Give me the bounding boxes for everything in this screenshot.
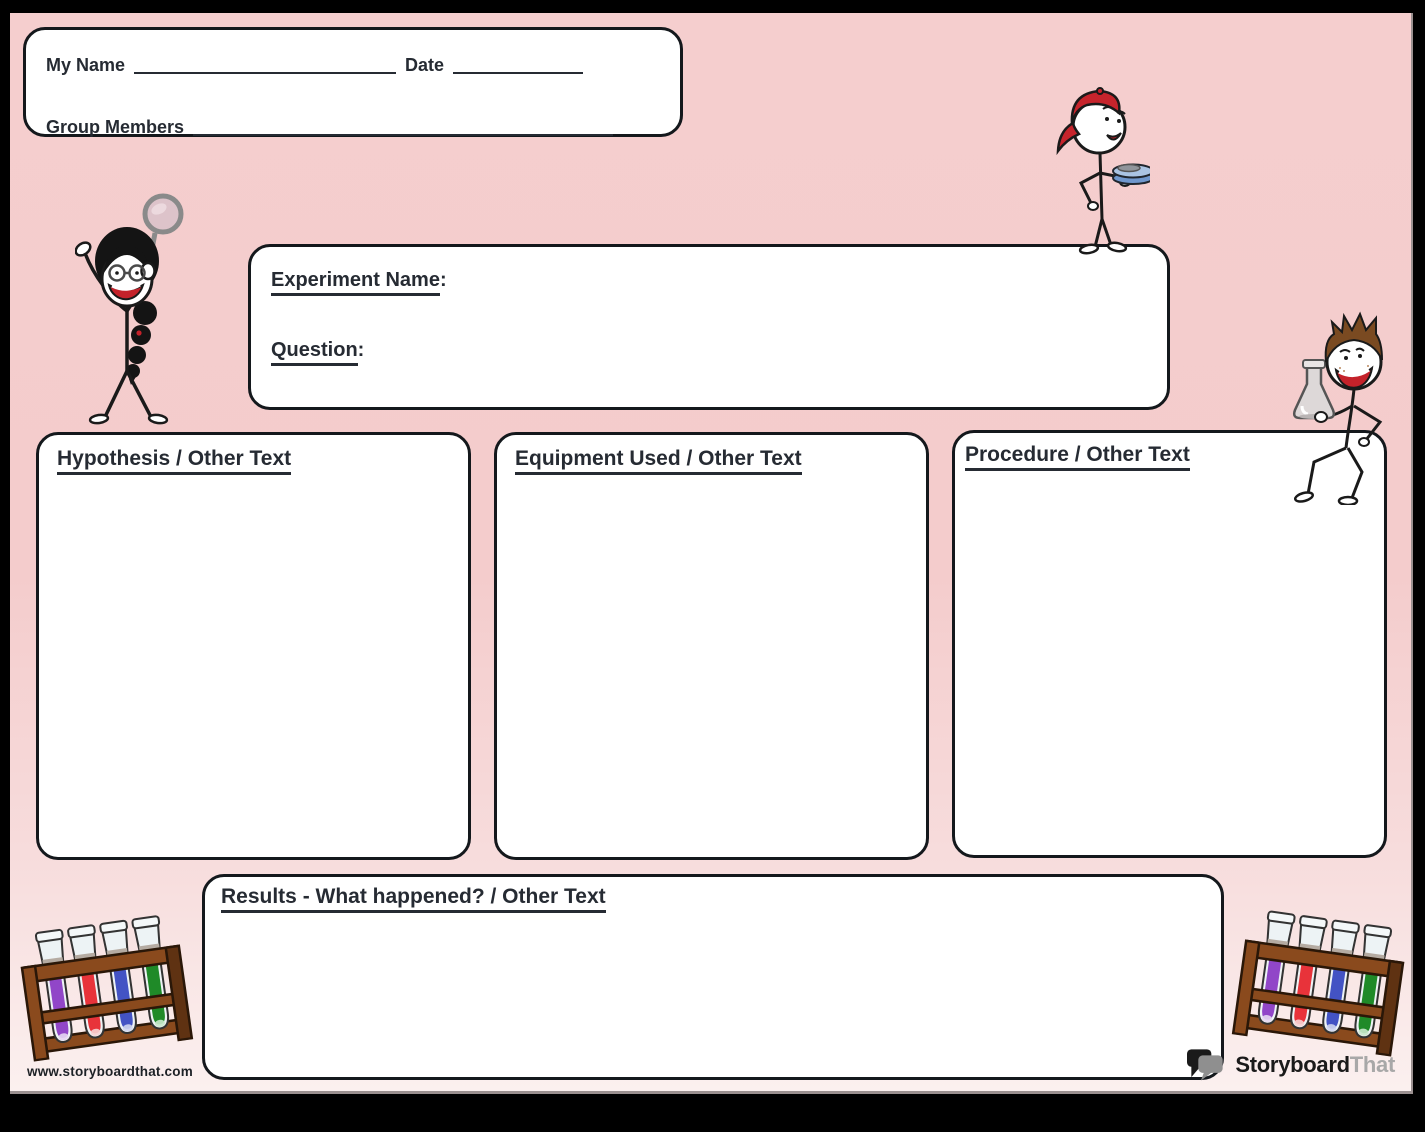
experiment-box[interactable] [248, 244, 1170, 410]
procedure-title: Procedure / Other Text [965, 443, 1190, 471]
question-colon: : [357, 339, 365, 361]
group-members-write-line[interactable] [193, 120, 613, 136]
my-name-label: My Name [46, 55, 126, 75]
speech-bubbles-icon [1187, 1047, 1227, 1083]
test-tube-rack-right-icon [1229, 900, 1412, 1062]
worksheet-page [10, 13, 1413, 1094]
logo-text-that: That [1349, 1051, 1395, 1077]
results-box[interactable] [202, 874, 1224, 1080]
test-tube-rack-left-icon [13, 905, 196, 1067]
group-members-label: Group Members [46, 117, 185, 137]
experiment-name-colon: : [439, 269, 447, 291]
name-date-box [23, 27, 683, 137]
question-label: Question [271, 339, 358, 366]
girl-with-magnifying-glass-icon [75, 183, 195, 428]
website-url[interactable]: www.storyboardthat.com [27, 1064, 193, 1079]
hypothesis-title: Hypothesis / Other Text [57, 447, 291, 475]
boy-with-flask-icon [1290, 310, 1400, 505]
results-title: Results - What happened? / Other Text [221, 885, 606, 913]
storyboardthat-logo[interactable] [1187, 1047, 1395, 1083]
date-write-line[interactable] [453, 58, 583, 74]
logo-text-storyboard: Storyboard [1235, 1051, 1350, 1077]
experiment-name-label: Experiment Name [271, 269, 440, 296]
my-name-write-line[interactable] [134, 58, 396, 74]
date-label: Date [405, 55, 445, 75]
equipment-title: Equipment Used / Other Text [515, 447, 802, 475]
hypothesis-box[interactable] [36, 432, 471, 860]
equipment-box[interactable] [494, 432, 929, 860]
boy-with-backwards-cap-petri-dish-icon [1055, 79, 1150, 259]
